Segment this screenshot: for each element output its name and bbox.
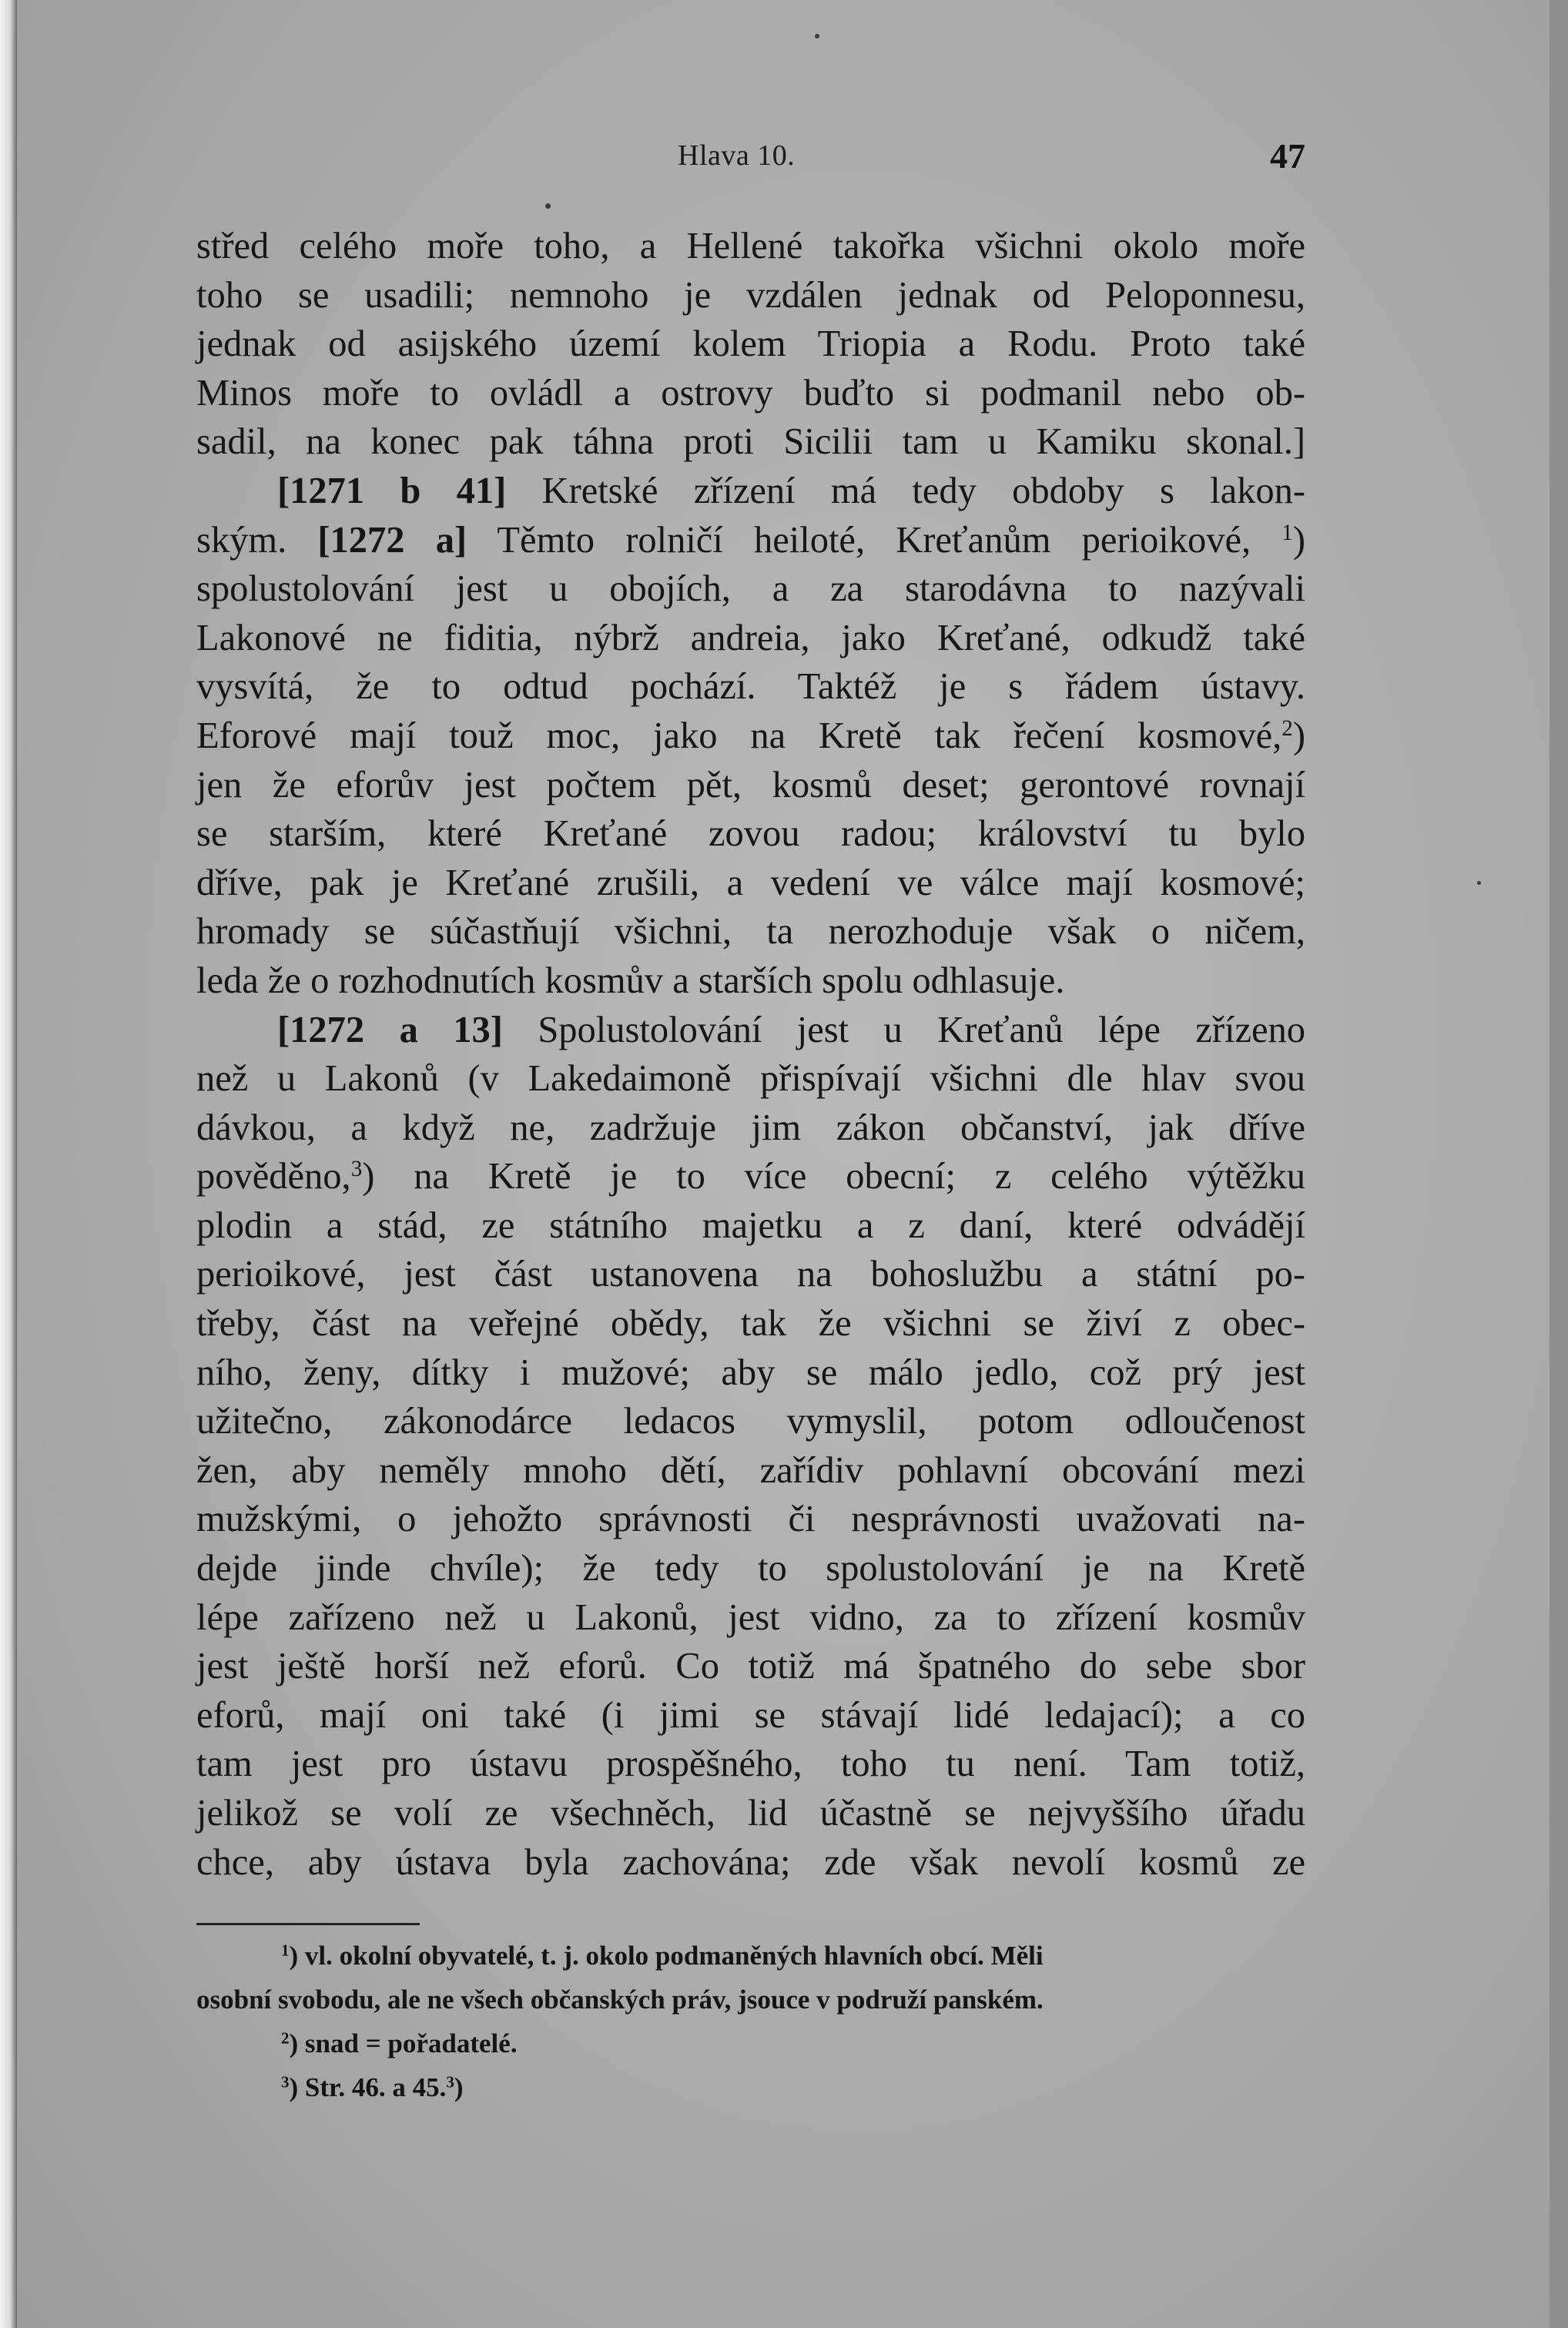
text-line: než u Lakonů (v Lakedaimoně přispívají všichni dle hlav svou (196, 1058, 1305, 1100)
text-line (196, 712, 1305, 761)
text-line: plodin a stád, ze státního majetku a z daní, které odvádějí (196, 1204, 1305, 1246)
text-line: dávkou, a když ne, zadržuje jim zákon občanství, jak dříve (196, 1107, 1305, 1148)
text-line (196, 1152, 1305, 1201)
text-line: třeby, část na veřejné obědy, tak že všichni se živí z obec- (196, 1303, 1305, 1345)
text-line: vysvítá, že to odtud pochází. Taktéž je s řádem ústavy. (196, 666, 1305, 708)
bekker-reference: [1272 a] (317, 519, 467, 561)
footnote-mark: 3 (446, 2072, 454, 2092)
footnote-line (196, 2065, 1305, 2109)
footnotes (196, 1934, 1305, 2109)
text-line: jednak od asijského území kolem Triopia a Rodu. Proto také (196, 323, 1305, 365)
footnote-mark: 3 (281, 2072, 290, 2092)
scan-speck (1477, 881, 1481, 885)
footnote-text: osobní svobodu, ale ne všech občanských práv, jsouce v podruží panském. (196, 1985, 1044, 2015)
text-line: sadil, na konec pak táhna proti Sicilii tam u Kamiku skonal.] (196, 421, 1305, 463)
text-line: chce, aby ústava byla zachována; zde však nevolí kosmů ze (196, 1841, 1305, 1883)
text-line: užitečno, zákonodárce ledacos vymyslil, potom odloučenost (196, 1401, 1305, 1442)
text-line: hromady se súčastňují všichni, ta nerozhoduje však o ničem, (196, 911, 1305, 953)
text-line: Lakonové ne fiditia, nýbrž andreia, jako Kreťané, odkudž také (196, 617, 1305, 658)
page-number: 47 (1270, 136, 1305, 176)
footnote-text: ) Str. 46. a 45. (289, 2072, 447, 2102)
text-line: dříve, pak je Kreťané zrušili, a vedení ve válce mají kosmové; (196, 862, 1305, 903)
line-text: ) (1292, 519, 1305, 561)
line-text: Eforové mají touž moc, jako na Kretě tak řečení kosmové, (196, 715, 1282, 756)
line-text: Kretské zřízení má tedy obdoby s lakon- (506, 470, 1306, 511)
text-line: leda že o rozhodnutích kosmův a starších spolu odhlasuje. (196, 960, 1065, 1001)
text-line: jelikož se volí ze všechněch, lid účastně se nejvyššího úřadu (196, 1793, 1305, 1834)
text-line: se starším, které Kreťané zovou radou; království tu bylo (196, 813, 1305, 855)
line-text: Těmto rolničí heiloté, Kreťanům perioikové, (467, 519, 1282, 561)
text-line (196, 467, 1305, 516)
bekker-reference: [1271 b 41] (277, 470, 507, 511)
bekker-reference: [1272 a 13] (277, 1009, 503, 1050)
footnote-mark: 3 (350, 1157, 363, 1182)
body-text (196, 222, 1305, 1887)
running-head (196, 131, 1305, 193)
line-text: Spolustolování jest u Kreťanů lépe zřízeno (502, 1009, 1305, 1050)
footnote-rule (196, 1923, 420, 1925)
text-line: žen, aby neměly mnoho dětí, zařídiv pohlavní obcování mezi (196, 1449, 1305, 1491)
text-line (196, 516, 1305, 565)
line-text: ským. (196, 519, 318, 561)
line-text: pověděno, (196, 1156, 351, 1197)
book-binding-edge (0, 0, 17, 2328)
scan-speck (545, 203, 551, 209)
text-line: tam jest pro ústavu prospěšného, toho tu není. Tam totiž, (196, 1743, 1305, 1785)
text-line: toho se usadili; nemnoho je vzdálen jednak od Peloponnesu, (196, 274, 1305, 316)
line-text: ) na Kretě je to více obecní; z celého výtěžku (362, 1156, 1305, 1197)
text-line: ního, ženy, dítky i mužové; aby se málo jedlo, což prý jest (196, 1352, 1305, 1393)
line-text: ) (1292, 715, 1305, 756)
text-line: jen že eforův jest počtem pět, kosmů deset; gerontové rovnají (196, 764, 1305, 806)
footnote-line (196, 1934, 1305, 1978)
footnote-line (196, 1978, 1305, 2022)
footnote-text: ) (454, 2072, 464, 2102)
text-line: perioikové, jest část ustanovena na bohoslužbu a státní po- (196, 1254, 1305, 1295)
text-line: lépe zařízeno než u Lakonů, jest vidno, za to zřízení kosmův (196, 1596, 1305, 1638)
footnote-mark: 2 (281, 2028, 290, 2048)
text-line: eforů, mají oni také (i jimi se stávají lidé ledajací); a co (196, 1694, 1305, 1736)
text-line: mužskými, o jehožto správnosti či nesprávnosti uvažovati na- (196, 1499, 1305, 1540)
footnote-text: ) snad = pořadatelé. (289, 2028, 518, 2058)
footnote-mark: 2 (1282, 715, 1293, 741)
footnote-mark: 1 (1282, 520, 1293, 545)
text-line: střed celého moře toho, a Hellené takořka všichni okolo moře (196, 226, 1305, 266)
text-line: Minos moře to ovládl a ostrovy buďto si podmanil nebo ob- (196, 372, 1305, 414)
text-line: jest ještě horší než eforů. Co totiž má špatného do sebe sbor (196, 1646, 1305, 1687)
scan-speck (815, 34, 819, 39)
footnote-text: ) vl. okolní obyvatelé, t. j. okolo podmaněných hlavních obcí. Měli (289, 1941, 1044, 1971)
text-line: spolustolování jest u obojích, a za starodávna to nazývali (196, 568, 1305, 610)
text-line: dejde jinde chvíle); že tedy to spolustolování je na Kretě (196, 1548, 1305, 1589)
text-line (196, 1006, 1305, 1055)
footnote-line (196, 2022, 1305, 2065)
chapter-title: Hlava 10. (678, 139, 796, 172)
footnote-mark: 1 (281, 1941, 290, 1960)
